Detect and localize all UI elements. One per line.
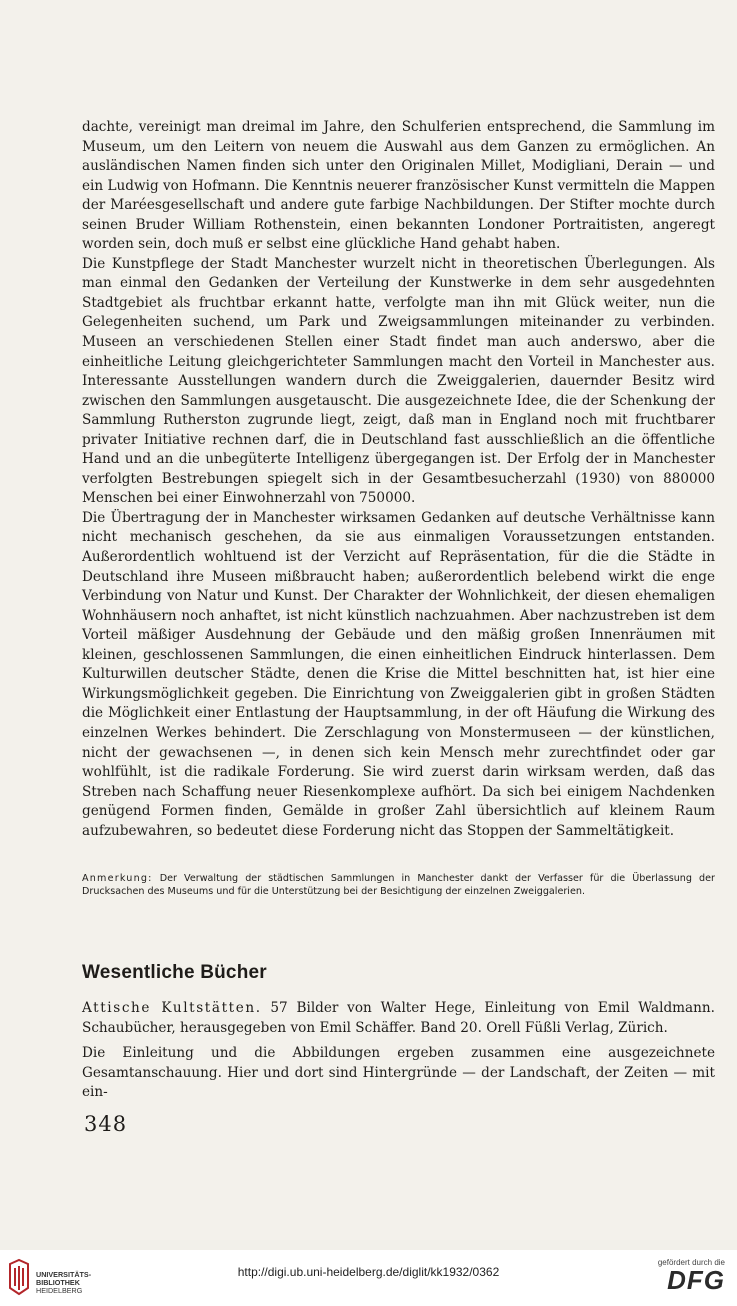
note-text: Der Verwaltung der städtischen Sammlungen in Manchester dankt der Verfasser für die Überlassung der Drucksachen des Museums und für die Unterstützung bei der Besichtigung der einzelnen Zweiggalerien. [82, 873, 715, 897]
review-text: Die Einleitung und die Abbildungen ergeben zusammen eine ausgezeichnete Gesamtanschauung. Hier und dort sind Hintergründe — der Landschaft, der Zeiten — mit ein- [82, 1045, 715, 1101]
book-citation: 57 Bilder von Walter Hege, Einleitung von Emil Waldmann. Schaubücher, herausgegeben von Emil Schäffer. Band 20. Orell Füßli Verlag, Zürich. [82, 1000, 715, 1036]
section-heading: Wesentliche Bücher [82, 962, 267, 983]
dfg-mark: DFG [667, 1265, 725, 1295]
funded-by-label: gefördert durch die [657, 1258, 725, 1267]
book-review [82, 999, 715, 1103]
note-label: Anmerkung: [82, 873, 153, 884]
paragraph-1: dachte, vereinigt man dreimal im Jahre, den Schulferien entsprechend, die Sammlung im Museum, um den Leitern von neuem die Auswahl aus dem Ganzen zu ermöglichen. An ausländischen Namen finden sich unter den Originalen Millet, Modigliani, Derain — und ein Ludwig von Hofmann. Die Kenntnis neuerer französischer Kunst vermitteln die Mappen der Maréesgesellschaft und andere gute farbige Nachbildungen. Der Stifter mochte durch seinen Bruder William Rothenstein, einen bekannten Londoner Portraitisten, angeregt worden sein, doch muß er selbst eine glückliche Hand gehabt haben. [82, 119, 715, 253]
permalink-url[interactable]: http://digi.ub.uni-heidelberg.de/diglit/kk1932/0362 [237, 1265, 500, 1279]
review-citation-line [82, 999, 715, 1038]
paragraph-2: Die Kunstpflege der Stadt Manchester wurzelt nicht in theoretischen Überlegungen. Als man einmal den Gedanken der Verteilung der Kunstwerke in dem sehr ausgedehnten Stadtgebiet als fruchtbar erkannt hatte, verfolgte man ihn mit Glück weiter, nun die Gelegenheiten suchend, um Park und Zweigsammlungen miteinander zu verbinden. Museen an verschiedenen Stellen einer Stadt findet man auch anderswo, aber die einheitliche Leitung gleichgerichteter Sammlungen macht den Vorteil in Manchester aus. Interessante Ausstellungen wandern durch die Zweiggalerien, dauernder Besitz wird zwischen den Sammlungen ausgetauscht. Die ausgezeichnete Idee, die der Schenkung der Sammlung Rutherston zugrunde liegt, zeigt, daß man in England noch mit fruchtbarer privater Initiative rechnen darf, die in Deutschland fast ausschließlich an die öffentliche Hand und an die unbegüterte Intelligenz übergegangen ist. Der Erfolg der in Manchester verfolgten Bestrebungen spiegelt sich in der Gesamtbesucherzahl (1930) von 880000 Menschen bei einer Einwohnerzahl von 750000. [82, 255, 715, 507]
library-name-line1: UNIVERSITÄTS- [36, 1270, 92, 1279]
page-number: 348 [84, 1112, 128, 1136]
book-title: Attische Kultstätten. [82, 1000, 262, 1016]
footnote [82, 872, 715, 898]
viewer-footer [0, 1250, 737, 1306]
article-body [82, 118, 715, 841]
library-name-line2: BIBLIOTHEK [36, 1278, 80, 1287]
paragraph-3: Die Übertragung der in Manchester wirksamen Gedanken auf deutsche Verhältnisse kann nicht mechanisch geschehen, da sie aus einmaligen Voraussetzungen entstanden. Außerordentlich wohltuend ist der Verzicht auf Repräsentation, für die die Städte in Deutschland ihre Museen mißbraucht haben; außerordentlich belebend wirkt die enge Verbindung von Natur und Kunst. Der Charakter der Wohnlichkeit, der diesen ehemaligen Wohnhäusern noch anhaftet, ist nicht künstlich nachzuahmen. Aber nachzustreben ist dem Vorteil mäßiger Ausdehnung der Gebäude und den mäßig großen Innenräumen mit kleinen, geschlossenen Sammlungen, die einen einheitlichen Eindruck hinterlassen. Dem Kulturwillen deutscher Städte, denen die Krise die Mittel beschnitten hat, ist hier eine Wirkungsmöglichkeit gegeben. Die Einrichtung von Zweiggalerien gibt in großen Städten die Möglichkeit einer Entlastung der Hauptsammlung, in der oft Häufung die Wirkung des einzelnen Werkes behindert. Die Zerschlagung von Monstermuseen — der künstlichen, nicht der gewachsenen —, in denen sich kein Mensch mehr zurechtfindet oder gar wohlfühlt, ist die radikale Forderung. Sie wird zuerst darin wirksam werden, daß das Streben nach Schaffung neuer Riesenkomplexe aufhört. Da sich bei einigem Nachdenken genügend Formen finden, Gemälde in großer Zahl übersichtlich auf kleinem Raum aufzubewahren, so bedeutet diese Forderung nicht das Stoppen der Sammeltätigkeit. [82, 509, 715, 839]
dfg-logo[interactable] [645, 1258, 725, 1293]
library-name-line3: HEIDELBERG [36, 1286, 83, 1295]
